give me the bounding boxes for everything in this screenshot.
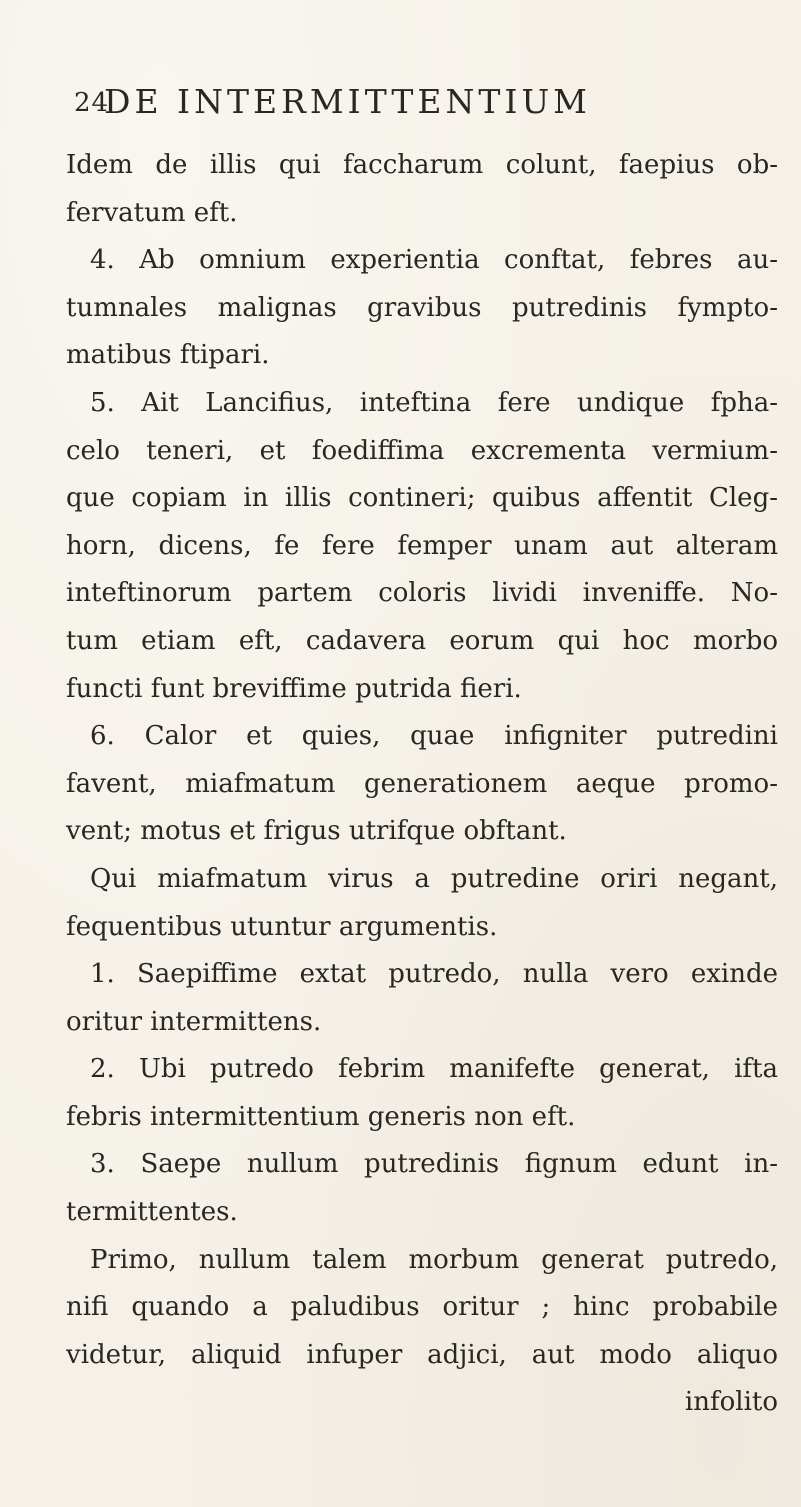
text-line: termittentes. (66, 1197, 238, 1228)
catchword: infolito (684, 1387, 778, 1418)
text-line: que copiam in illis contineri; quibus affentit Cleg- (66, 483, 778, 514)
page-number: 24 (74, 88, 110, 118)
text-line: febris intermittentium generis non eft. (66, 1101, 576, 1132)
text-line: celo teneri, et foediffima excrementa vermium- (66, 435, 778, 466)
text-line: fervatum eft. (66, 197, 238, 228)
text-line: 4. Ab omnium experientia conftat, febres au- (90, 245, 778, 276)
text-line: tumnales malignas gravibus putredinis fympto- (66, 292, 778, 323)
text-line: 3. Saepe nullum putredinis fignum edunt in- (90, 1149, 778, 1180)
page-header (74, 82, 764, 128)
text-line: 2. Ubi putredo febrim manifefte generat, ifta (90, 1054, 778, 1085)
text-line: Qui miafmatum virus a putredine oriri negant, (90, 863, 778, 894)
body-text (66, 142, 778, 1427)
running-title: DE INTERMITTENTIUM (104, 82, 591, 121)
text-line: tum etiam eft, cadavera eorum qui hoc morbo (66, 625, 778, 656)
text-line: fequentibus utuntur argumentis. (66, 911, 498, 942)
text-line: horn, dicens, fe fere femper unam aut alteram (66, 530, 778, 561)
text-line: 1. Saepiffime extat putredo, nulla vero exinde (90, 959, 778, 990)
text-line: vent; motus et frigus utrifque obftant. (66, 816, 567, 847)
text-line: oritur intermittens. (66, 1006, 322, 1037)
text-line: videtur, aliquid infuper adjici, aut modo aliquo (66, 1339, 778, 1370)
text-line: functi funt breviffime putrida fieri. (66, 673, 522, 704)
text-line: inteftinorum partem coloris lividi inveniffe. No- (66, 578, 778, 609)
text-line: 6. Calor et quies, quae infigniter putredini (90, 721, 778, 752)
text-line: Primo, nullum talem morbum generat putredo, (90, 1244, 778, 1275)
text-line: favent, miafmatum generationem aeque promo- (66, 768, 778, 799)
text-line: matibus ftipari. (66, 340, 270, 371)
text-line: 5. Ait Lancifius, inteftina fere undique fpha- (90, 387, 778, 418)
text-line: Idem de illis qui faccharum colunt, faepius ob- (66, 150, 778, 180)
text-line: nifi quando a paludibus oritur ; hinc probabile (66, 1292, 778, 1323)
